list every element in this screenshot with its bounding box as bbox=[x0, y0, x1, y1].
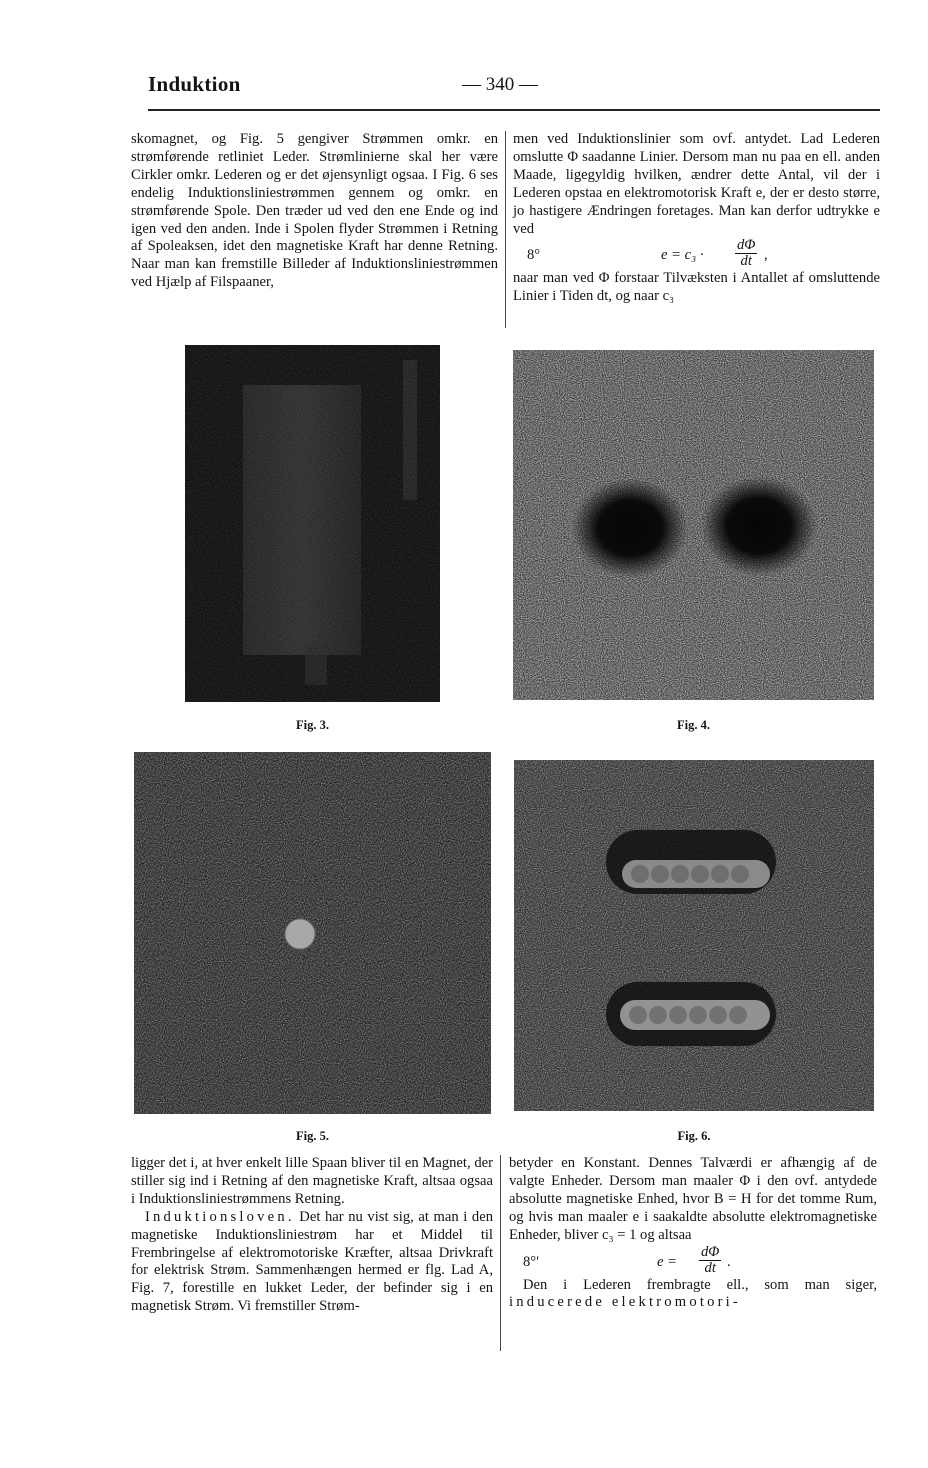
bottom-column-divider bbox=[500, 1155, 501, 1351]
equation-8-prime bbox=[509, 1245, 877, 1277]
top-column-divider bbox=[505, 131, 506, 328]
bottom-right-column bbox=[509, 1155, 877, 1312]
equation-punctuation: . bbox=[727, 1253, 731, 1270]
figure-4-photo bbox=[513, 350, 874, 700]
paragraph bbox=[131, 1209, 493, 1316]
equation-punctuation: , bbox=[764, 247, 768, 264]
top-left-column bbox=[131, 131, 498, 292]
fraction bbox=[735, 238, 757, 269]
top-right-column bbox=[513, 131, 880, 306]
denominator: dt bbox=[740, 253, 752, 270]
running-header-title: Induktion bbox=[148, 72, 241, 96]
spaced-term: inducerede elektromotori- bbox=[509, 1294, 741, 1311]
paragraph bbox=[509, 1277, 877, 1313]
equation-number: 8° bbox=[527, 247, 541, 264]
paragraph: betyder en Konstant. Dennes Talværdi er afhængig af de valgte Enheder. Dersom man maaler Φ i den ovf. antydede absolutte magnetiske Enhed, hvor B = H for det tomme Rum, og hvis man maaler e i saakaldte absolutte elektromagnetiske Enheder, bliver c₃ = 1 og altsaa bbox=[509, 1155, 877, 1243]
figure-5-caption: Fig. 5. bbox=[296, 1129, 329, 1143]
numerator: dΦ bbox=[701, 1243, 720, 1260]
figure-6-caption: Fig. 6. bbox=[677, 1129, 711, 1143]
equation-number: 8°′ bbox=[523, 1253, 540, 1270]
equation-8 bbox=[513, 238, 880, 270]
fraction bbox=[699, 1245, 721, 1276]
figure-4-caption: Fig. 4. bbox=[677, 718, 710, 732]
header-rule bbox=[148, 109, 880, 111]
denominator: dt bbox=[704, 1259, 716, 1276]
paragraph-text: Den i Lederen frembragte ell., som man siger, bbox=[523, 1276, 877, 1293]
figure-3-caption: Fig. 3. bbox=[296, 718, 329, 732]
paragraph: naar man ved Φ forstaar Tilvæksten i Antallet af omsluttende Linier i Tiden dt, og naar c₃ bbox=[513, 270, 880, 305]
paragraph: ligger det i, at hver enkelt lille Spaan bliver til en Magnet, der stiller sig ind i Retning af den magnetiske Kraft, altsaa ogsaa i Induktionsliniestrømmens Retning. bbox=[131, 1155, 493, 1207]
section-heading-induktionsloven: Induktionsloven. bbox=[145, 1208, 295, 1225]
equation-lhs: e = bbox=[657, 1253, 677, 1270]
paragraph: skomagnet, og Fig. 5 gengiver Strømmen omkr. en strømførende retliniet Leder. Strømlinierne skal her være Cirkler omkr. Lederen og er det øjensynligt ogsaa. I Fig. 6 ses endelig Induktionsliniestrømmen gennem og omkr. en strømførende Spole. Den træder ud ved den ene Ende og ind igen ved den anden. Inde i Spolen flyder Strømmen i Retning af Spoleaksen, idet den magnetiske Kraft har denne Retning. Naar man kan fremstille Billeder af Induktionsliniestrømmen ved Hjælp af Filspaaner, bbox=[131, 131, 498, 291]
paragraph: men ved Induktionslinier som ovf. antydet. Lad Lederen omslutte Φ saadanne Linier. Dersom man nu paa en ell. anden Maade, ligegyldig hvilken, ændrer dette Antal, vil der i Lederen opstaa en elektromotorisk Kraft e, der er desto større, jo hastigere Ændringen foretages. Man kan derfor udtrykke e ved bbox=[513, 131, 880, 237]
equation-lhs: e = c₃ · bbox=[661, 247, 704, 264]
paragraph-text: Det har nu vist sig, at man i den magnetiske Induktionsliniestrøm har et Middel til Frembringelse af elektromotoriske Kræfter, altsaa Drivkraft for elektrisk Strøm. Sammenhængen hermed er flg. Lad A, Fig. 7, forestille en lukket Leder, der befinder sig i en magnetisk Strøm. Vi fremstiller Strøm- bbox=[131, 1208, 493, 1315]
figure-5-photo bbox=[134, 752, 491, 1114]
figure-3-photo bbox=[185, 345, 440, 702]
page-number: — 340 — bbox=[462, 74, 538, 95]
numerator: dΦ bbox=[737, 237, 756, 254]
figure-6-photo bbox=[514, 760, 874, 1111]
bottom-left-column bbox=[131, 1155, 493, 1316]
